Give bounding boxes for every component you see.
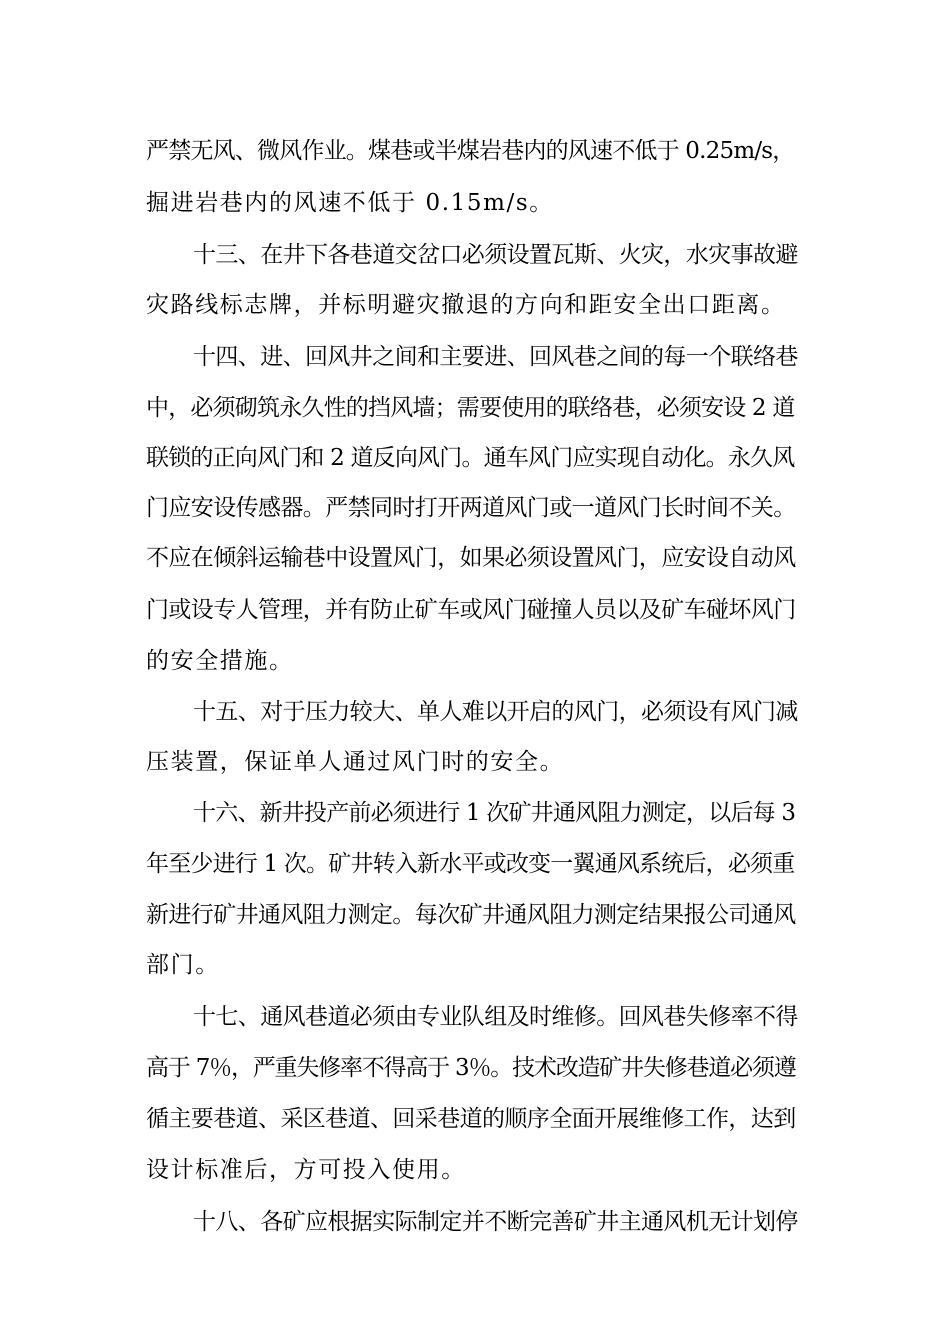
text-line: 新进行矿井通风阻力测定。每次矿井通风阻力测定结果报公司通风 [146,902,796,928]
text-line: 的安全措施。 [146,648,294,674]
paragraph-18-line-1: 十八、各矿应根据实际制定并不断完善矿井主通风机无计划停 [193,1209,798,1235]
text-line: 年至少进行 1 次。矿井转入新水平或改变一翼通风系统后，必须重 [146,851,795,877]
text-line: 循主要巷道、采区巷道、回采巷道的顺序全面开展维修工作，达到 [146,1106,796,1132]
text-line: 严禁无风、微风作业。煤巷或半煤岩巷内的风速不低于 0.25m/s， [146,138,795,164]
text-line: 高于 7％，严重失修率不得高于 3％。技术改造矿井失修巷道必须遵 [146,1055,796,1081]
text-line: 不应在倾斜运输巷中设置风门，如果必须设置风门，应安设自动风 [146,545,796,571]
text-line: 门或设专人管理，并有防止矿车或风门碰撞人员以及矿车碰坏风门 [146,597,796,623]
text-line: 压装置，保证单人通过风门时的安全。 [146,749,565,775]
text-line: 部门。 [146,952,220,978]
text-line: 灾路线标志牌，并标明避灾撤退的方向和距安全出口距离。 [146,292,786,318]
text-line: 门应安设传感器。严禁同时打开两道风门或一道风门长时间不关。 [146,495,796,521]
text-line: 联锁的正向风门和 2 道反向风门。通车风门应实现自动化。永久风 [146,445,795,471]
paragraph-13-line-1: 十三、在井下各巷道交岔口必须设置瓦斯、火灾，水灾事故避 [193,242,798,268]
paragraph-16-line-1: 十六、新井投产前必须进行 1 次矿井通风阻力测定，以后每 3 [193,800,796,826]
text-line: 掘进岩巷内的风速不低于 0.15m/s。 [146,190,554,216]
paragraph-15-line-1: 十五、对于压力较大、单人难以开启的风门，必须设有风门减 [193,699,798,725]
text-line: 设计标准后，方可投入使用。 [146,1157,466,1183]
paragraph-14-line-1: 十四、进、回风井之间和主要进、回风巷之间的每一个联络巷 [193,344,798,370]
paragraph-17-line-1: 十七、通风巷道必须由专业队组及时维修。回风巷失修率不得 [193,1004,798,1030]
text-line: 中，必须砌筑永久性的挡风墙；需要使用的联络巷，必须安设 2 道 [146,395,795,421]
